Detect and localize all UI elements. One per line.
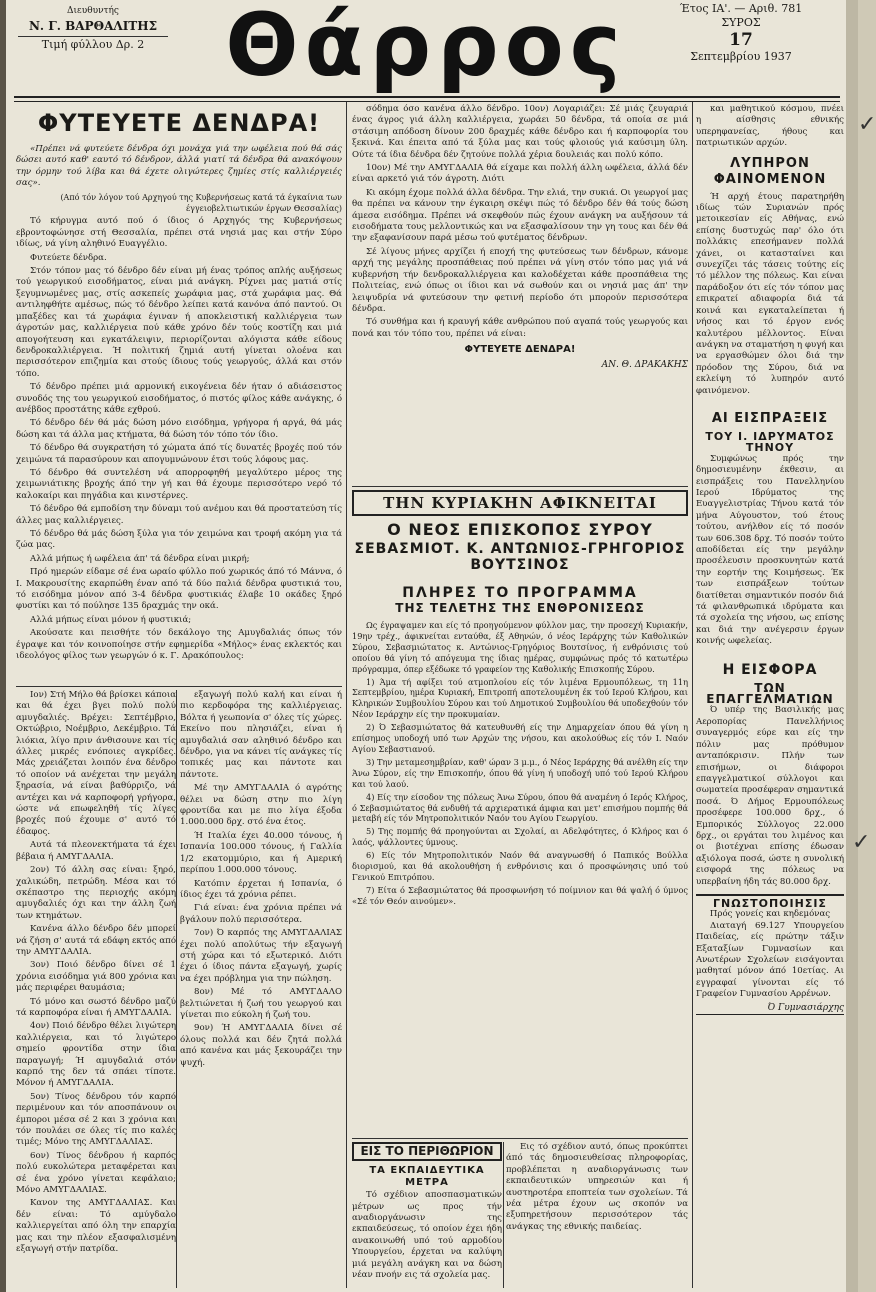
article-headline: ΑΙ ΕΙΣΠΡΑΞΕΙΣ	[711, 410, 829, 426]
publisher-box	[18, 4, 168, 52]
masthead-rule	[14, 96, 840, 102]
lead-paragraph: Στόν τόπον μας τό δένδρο δέν είναι μή ένας τρόπος απλής αυξήσεως τού γεωργικού εισοδήματος, είναι μιά ανάγκη. Ρίχνει μας ματιά στίς ξεγυμνωμένες μας, στίς ασκεπείς χωράφια μας, στά χωράφια μας. Θά αντιληφθήτε αμέσως, πώς τό δένδρο λείπει κατά κανόνα άπό παντού. Οι μπαξέδες και τά χωράφια έγιναν ή αποκλειστική καλλιέργεια των άγροτών μας, καλλιέργεια πού κάθε χρόνο δέν τούς κοστίζη και μιά απογοήτευση και εγκατάλειψιν, περιορίζονται αλόγιστα κάθε είδους δενδροκαλλιέργεια. Ή πολιτική ζημιά αυτή γίνεται ολοένα και περισσότερον επιζημία και στούς ίδιους τούς γεωργούς, άλλά και στόν τόπο.	[16, 266, 342, 379]
almond-point: Τό μόνο και σωστό δένδρο μαζύ τά καρποφόρα είναι ή ΑΜΥΓΔΑΛΙΑ.	[16, 996, 176, 1018]
lead-paragraph: Τό δένδρο δέν θά μάς δώση μόνο εισόδημα, γρήγορα ή αργά, θά μάς δώση και τά άλλα μας κτήματα, θά δώση τόν τόπο τόν ίδιο.	[16, 418, 342, 440]
column-rule	[176, 690, 177, 1288]
almond-point: 5ον) Τίνος δένδρου τόν καρπό περιμένουν και τόν αποσπάνουν οι έμποροι μέσα σέ 2 και 3 χρόνια και τόν πουλάει σε όλες τίς πιο καλές τιμές; Μόνο της ΑΜΥΓΔΑΛΙΑΣ.	[16, 1091, 176, 1148]
almond-point: 2ον) Τό άλλη σας είναι: ξηρό, χαλικώδη, πετρώδη. Μέσα και τό σκέπαστρο της περιοχής ακόμη αμυγδαλιές όχι και την άλλη ζωή των κτημάτων.	[16, 865, 176, 921]
bishop-name: ΣΕΒΑΣΜΙΟΤ. Κ. ΑΝΤΩΝΙΟΣ-ΓΡΗΓΟΡΙΟΣ ΒΟΥΤΣΙΝΟΣ	[354, 541, 686, 573]
almond-list-left	[16, 690, 176, 1288]
bishop-headline-block	[352, 490, 688, 615]
column-rule	[346, 102, 347, 1288]
lead-epigraph: «Πρέπει νά φυτεύετε δένδρα όχι μονάχα γιά την ωφέλεια πού θά σάς δώσει αυτό καθ' εαυτό τό δένδρον, άλλά γιατί τά δένδρα θά ανακόψουν την όρμην τού λίβα και θά έχετε ολιγώτερες ζημίες στίς καλλιέργειές σας».	[16, 144, 342, 189]
announcement-text: Διαταγή 69.127 Υπουργείου Παιδείας, είς πρώτην τάξιν Εξαταξίων Γυμνασίων και Ανωτέρων Σχολείων εισάγονται μαθηταί μόνον άπό 10ετίας. Αι εγγραφαί γίνονται είς τό Γραφείον Γυμνασίου Αρρένων.	[696, 920, 844, 1000]
almond-point: Κανένα άλλο δένδρο δέν μπορεί νά ζήση σ' αυτά τά εδάφη εκτός από την ΑΜΥΓΔΑΛΙΑ.	[16, 924, 176, 957]
lead-paragraph: Τό δένδρο πρέπει μιά αρμονική εικογένεια δέν ήταν ό αδιάσειστος συνοδός της του γεωργικού εισοδήματος, ό πιστός φίλος κάθε ανάγκης, ό ανέβδος προστάτης κάθε εχθρού.	[16, 382, 342, 415]
lead-epigraph-source: (Από τόν λόγον τού Αρχηγού της Κυβερνήσεως κατά τά έγκαίνια των έγγειοβελτιωτικών έργων Θεσσαλίας)	[60, 192, 342, 214]
program-paragraph: 6) Είς τόν Μητροπολιτικόν Ναόν θά αναγνωσθή ό Παπικός Βούλλα διορισμού, και θά ακολουθήση ή ενθρόνισις και ό προσφώνησις υπό τού Γενικού Επιτρόπου.	[352, 850, 688, 882]
announcement-signature: Ό Γυμνασιάρχης	[767, 1002, 844, 1013]
lead-paragraph: Τό δένδρο θά εμποδίση την δύναμι τού ανέμου και θά προστατεύση τίς άλλες μας καλλιέργειες.	[16, 504, 342, 526]
section-rule	[16, 686, 342, 687]
almond-point: Μέ την ΑΜΥΓΔΑΛΙΑ ό αγρότης θέλει να δώση στην πιο λίγη φροντίδα και με πιο λίγα έξοδα 1.000.000 δρχ. στό ένα έτος.	[180, 783, 342, 828]
article-text: Συμφώνως πρός την δημοσιευμένην έκθεσιν, αι εισπράξεις του Πανελληνίου Ιερού Ιδρύματος της Ευαγγελιστρίας Τήνου κατά τόν μήνα Αύγουστον, τού έτους τούτου, ανήλθον είς τό ποσόν των 606.308 δρχ. Τό ποσόν τούτο αποδίδεται είς την μεγάλην προσέλευσιν προσκυνητών κατά την εορτήν της Κοιμήσεως. Έκ των εισπράξεων τούτων διατίθεται σημαντικόν ποσόν διά τά φιλανθρωπικά ιδρύματα και τά σχολεία της νήσου, ως επίσης και διά την ανέγερσιν έργων κοινής ωφελείας.	[696, 453, 844, 647]
issue-day: 17	[729, 30, 753, 50]
column-rule	[503, 1142, 504, 1288]
city: ΣΥΡΟΣ	[721, 16, 761, 29]
lead-paragraph: Φυτεύετε δένδρα.	[30, 252, 107, 263]
almond-point: 9ον) Ή ΑΜΥΓΔΑΛΙΑ δίνει σέ όλους πολλά και δέν ζητά πολλά από κανένα και μάς ξεκουράζει την ψυχή.	[180, 1023, 342, 1068]
bishop-subhead-2: ΤΗΣ ΤΕΛΕΤΗΣ ΤΗΣ ΕΝΘΡΟΝΙΣΕΩΣ	[395, 601, 645, 615]
price: Τιμή φύλλου Δρ. 2	[41, 38, 145, 51]
issue-number: Έτος ΙΑ'. — Αριθ. 781	[679, 2, 803, 15]
issue-month-year: Σεπτεμβρίου 1937	[690, 50, 792, 63]
lead-headline: ΦΥΤΕΥΕΤΕ ΔΕΝΔΡΑ!	[37, 109, 321, 137]
program-paragraph: 3) Την μεταμεσημβρίαν, καθ' ώραν 3 μ.μ., ό Νέος Ιεράρχης θά ανέλθη είς την Άνω Σύρον, είς την Επισκοπήν, όπου θά γίνη ή υποδοχή υπό τού Ιερού Κλήρου και τού λαού.	[352, 756, 688, 789]
lead-paragraph: Τό κήρυγμα αυτό πού ό ίδιος ό Αρχηγός της Κυβερνήσεως εβροντοφώνησε στή Θεσσαλία, πρέπει στά νησιά μας και στήν Σύρο ιδίως, νά γίνη αληθινό Ευαγγέλιο.	[16, 216, 342, 250]
almond-point: 7ον) Ό καρπός της ΑΜΥΓΔΑΛΙΑΣ έχει πολύ απολύτως τήν εξαγωγή στή χώρα και τό εξωτερικό. Διότι έχει ό ίδιος πάντα εξαγωγή, χωρίς να έχει πρόβλημα για την πώληση.	[180, 928, 342, 984]
bishop-program	[352, 620, 688, 1136]
lead-paragraph: Αλλά μήπως ή ωφέλεια άπ' τά δένδρα είναι μικρή;	[30, 553, 250, 564]
almond-point: 4ον) Ποιό δένδρο θέλει λιγώτερη καλλιέργεια, και τό λιγώτερο σημείο φροντίδα στην ίδια παραγωγή; Ή αμυγδαλιά στόν καρπό της δεν τά σπάει τίποτε. Μόνον ή ΑΜΥΓΔΑΛΙΑ.	[16, 1021, 176, 1089]
almond-point: Αυτά τά πλεονεκτήματα τά έχει βέβαια ή ΑΜΥΓΔΑΛΙΑ.	[16, 840, 176, 862]
lead-article	[16, 104, 342, 684]
program-paragraph: 4) Είς την είσοδον της πόλεως Άνω Σύρου, όπου θά αναμένη ό Ιερός Κλήρος, ό Σεβασμιώτατος θά ενδυθή τά αρχιερατικά άμφια και μετ' επισήμου πομπής θά μεταβή είς τόν Μητροπολιτικόν Ναόν του Αγίου Γεωργίου.	[352, 791, 688, 824]
margin-column-cont	[506, 1142, 688, 1288]
almond-point: 6ον) Τίνος δένδρου ή καρπός πολύ ευκολώτερα μεταφέρεται και σέ ένα χρόνο γίνεται κεφάλαιο; Μόνο ΑΜΥΓΔΑΛΙΑΣ.	[16, 1150, 176, 1196]
article-headline-2: ΤΟΥ Ι. ΙΔΡΥΜΑΤΟΣ ΤΗΝΟΥ	[705, 429, 835, 455]
issue-box	[666, 2, 816, 64]
almond-point: εξαγωγή πολύ καλή και είναι ή πιο κερδοφόρα της καλλιέργειας. Βόλτα ή γεωπονία σ' όλες τίς χώρες. Εκείνο που πλησιάζει, είναι ή αμυγδαλιά σαν αληθινό δένδρο και δένδρο, για να κάνει τίς ανάγκες τίς τοπικές μας και πάντοτε και πάντοτε.	[180, 690, 342, 780]
almond-point: Ιον) Στή Μήλο θά βρίσκει κάποια και θά έχει βγει πολύ πολύ αμυγδαλιές. Βρέχει: Σεπτέμβριο, Οκτώβριο, Νοέμβριο, Δεκέμβριο. Τά λιόκια, λίγο πριν άνθισουνε και τίς άλλες μικρές ενόποιες αγκρίδες. Μάς χρειάζεται λοιπόν ένα δένδρο τό οποίον νά ανέχεται την μεγάλη ξηρασία, νά είναι βαθύρριζο, νά αντέχει και νά καρποφορή γρήγορα, ώστε νά επωφεληθή τίς λίγες βροχές πού έχουμε σ' αυτό τό έδαφος.	[16, 690, 176, 837]
right-intro: και μαθητικού κόσμου, πνέει η αίσθησις εθνικής υπερηφανείας, ήθους και πατριωτικών αρχών.	[696, 104, 844, 149]
margin-text: Εις τό σχέδιον αυτό, όπως προκύπτει άπό τάς δημοσιευθείσας πληροφορίας, προβλέπεται η αναδιοργάνωσις των εκπαιδευτικών υπηρεσιών και ή αυστηροτέρα εποπτεία των σχολείων. Τά νέα μέτρα έχουν ως σκοπόν να εξυπηρετήσουν περισσότερον τάς ανάγκας της εθνικής παιδείας.	[506, 1142, 688, 1232]
article-text: Ό υπέρ της Βασιλικής μας Αεροπορίας Πανελλήνιος συναγερμός εύρε και είς την πόλιν μας πρόθυμον ανταπόκρισιν. Πλήν των επισήμων, οι διάφοροι επαγγελματικοί σύλλογοι και σωματεία προσέφεραν σημαντικά ποσά. Ό Δήμος Ερμουπόλεως προσέφερε 100.000 δρχ., ό Εμπορικός Σύλλογος 22.000 δρχ., οι εργάται του λιμένος και οι βιοτέχναι επίσης έδωσαν αξιόλογα ποσά, ώστε η συνολική εισφορά της πόλεως να υπερβαίνη ήδη τάς 80.000 δρχ.	[696, 705, 844, 887]
newspaper-page	[6, 0, 858, 1292]
lead-paragraph: Τό δένδρο θά συντελέση νά απορροφηθή μεγαλύτερο μέρος της χειμωνιάτικης βροχής άπό την γή και θά έχουμε περισσότερο νερό τό καλοκαίρι και πηγάδια και κινστέρνες.	[16, 467, 342, 501]
masthead	[6, 0, 858, 98]
almond-point: Κανον της ΑΜΥΓΔΑΛΙΑΣ. Και δέν είναι: Τό αμύγδαλο καλλιεργείται από όλη την επαρχία μας και την πλέον εξασφαλισμένη εξαγωγή στήν πατρίδα.	[16, 1198, 176, 1255]
pen-mark-icon: ✓	[858, 112, 876, 137]
bishop-kicker: ΤΗΝ ΚΥΡΙΑΚΗΝ ΑΦΙΚΝΕΙΤΑΙ	[352, 490, 688, 516]
lead-paragraph: Αλλά μήπως είναι μόνον ή φυστικιά;	[30, 614, 192, 625]
newspaper-title: Θάρρος	[225, 0, 627, 96]
program-paragraph: 7) Είτα ό Σεβασμιώτατος θά προσφωνήση τό ποίμνιον και θά ψαλή ό ύμνος «Σέ τόν Θεόν αινούμεν».	[352, 884, 688, 906]
continuation-paragraph: Σέ λίγους μήνες αρχίζει ή εποχή της φυτεύσεως των δένδρων, κάνομε αρχή της μεγάλης προσπάθειας πού πρέπει νά γίνη στόν τόπο μας γιά νά κυβερνήση τήν δενδροκαλλιέργεια και καλοδέχεται κάθε προσπάθεια της Πολιτείας, ενώ όπως οι ίδιοι και νά σωθούν και οι νησιά μας άπ' την λειψυδρία νά φυτεύσουν την φετινή περίοδο ότι μπορούν περισσότερα δένδρα.	[352, 246, 688, 314]
article-headline-2: ΤΩΝ ΕΠΑΓΓΕΛΜΑΤΙΩΝ	[706, 680, 834, 707]
lead-paragraph: Τό δένδρο θά συγκρατήση τό χώματα άπό τίς δυνατές βροχές πού τόν χειμώνα τά παρασύρουν και απογυμνώνουν έτσι τούς λόφους μας.	[16, 443, 342, 465]
margin-subhead: ΤΑ ΕΚΠΑΙΔΕΥΤΙΚΑ ΜΕΤΡΑ	[369, 1165, 485, 1188]
announcement-subhead: Πρός γονείς και κηδεμόνας	[709, 909, 831, 920]
announcement	[696, 894, 844, 1015]
pen-mark-icon: ✓	[852, 830, 871, 855]
publisher-label: Διευθυντής	[67, 6, 119, 16]
margin-heading: ΕΙΣ ΤΟ ΠΕΡΙΘΩΡΙΟΝ	[352, 1142, 502, 1161]
article-headline: Η ΕΙΣΦΟΡΑ	[722, 661, 818, 678]
article-text: Ή αρχή έτους παρατηρήθη ιδίως τών Συριανών πρός μετοικεσίαν είς Αθήνας, ενώ επίσης δυστυχώς παρ' όλο ότι πολλάκις επεσήμανεν πολλά χάνει, οι κατασταίνει και συνεχίζει τάς τάσεις τούτης είς τό μέλλον της πόλεως. Και είναι παράδοξον ότι είς τόν τόπον μας επικρατεί αδιαφορία διά τά κοινά και εγκαταλείπεται ή νήσος και τό έργον ενός καλυτέρου μέλλοντος. Είναι ανάγκη να σταματήση η φυγή και να εργασθώμεν όλοι διά την πρόοδον της Σύρου, διά να εκλείψη τό λυπηρόν αυτό φαινόμενον.	[696, 191, 844, 396]
page-edge	[846, 0, 858, 1292]
column-rule	[692, 102, 693, 1288]
lead-paragraph: Τό δένδρο θά μάς δώση ξύλα για τόν χειμώνα και τροφή ακόμη για τά ζώα μας.	[16, 529, 342, 551]
program-paragraph: 1) Άμα τή αφίξει τού ατμοπλοίου είς τόν λιμένα Ερμουπόλεως, τη 11η Σεπτεμβρίου, ημέρα Κυριακή, Επιτροπή αποτελουμένη έκ τού Ιερού Κλήρου, και Κληρικών Συμβουλίου Σύρου και τού Δημοτικού Συμβουλίου θά υποδεχθούν τόν Νέον Ιεράρχην είς την προκυμαίαν.	[352, 676, 688, 720]
right-column	[696, 104, 844, 1288]
continuation-paragraph: σόδημα όσο κανένα άλλο δένδρο. 10ον) Λογαριάζει: Σέ μιάς ζευγαριά ένας άγρος γιά άλλη καλλιέργεια, χωράει 50 δένδρα, τά οποία σε μιά στάσιμη απόδοση δίνουν 200 δραχμές κάθε δένδρο και ή καρποφορία του ξεκινά. Και έπειτα από τά ξύλα μας και τούς φλοιούς γιά καύσιμη ύλη. Ούτε τά ίδια δένδρα δέν ζητούνε πολλά χέρια δουλειάς και πολύ κόπο.	[352, 104, 688, 160]
article-headline: ΛΥΠΗΡΟΝ ΦΑΙΝΟΜΕΝΟΝ	[713, 155, 827, 187]
binding-edge	[0, 0, 6, 1292]
author-signature: ΑΝ. Θ. ΔΡΑΚΑΚΗΣ	[601, 359, 688, 370]
publisher-name: Ν. Γ. ΒΑΡΘΑΛΙΤΗΣ	[18, 19, 168, 37]
almond-point: Κατόπιν έρχεται ή Ισπανία, ό ίδιος έχει τά χρόνια ρέπει.	[180, 878, 342, 900]
almond-list-right	[180, 690, 342, 1288]
almond-point: Ή Ιταλία έχει 40.000 τόνους, ή Ισπανία 100.000 τόνους, ή Γαλλία 1/2 εκατομμύριο, και ή Αμερική περίπου 1.000.000 τόνους.	[180, 830, 342, 876]
margin-text: Τό σχέδιον αποσπασματικών μέτρων ως προς τήν αναδιοργάνωσιν της εκπαιδεύσεως, τό οποίον έχει ήδη ανακοινωθή υπό τού αρμοδίου Υπουργείου, έρχεται να καλύψη μιά μεγάλη ανάγκη και να δώση νέαν πνοήν εις τά σχολεία μας.	[352, 1190, 502, 1281]
continuation-paragraph: Τό συνθήμα και ή κραυγή κάθε ανθρώπου πού αγαπά τούς γεωργούς και πονά και τόν τόπο του, πρέπει νά είναι:	[352, 317, 688, 339]
program-paragraph: 2) Ό Σεβασμιώτατος θά κατευθυνθή είς την Δημαρχείαν όπου θά γίνη η επίσημος υποδοχή υπό των Αρχών της νήσου, και ακολούθως είς τόν Ι. Ναόν Αγίου Σεβαστιανού.	[352, 722, 688, 754]
almond-point: 3ον) Ποιό δένδρο δίνει σέ 1 χρόνια εισόδημα γιά 800 χρόνια και μάς περιφέρει θαυμάσια;	[16, 960, 176, 994]
lead-continuation	[352, 104, 688, 482]
margin-column	[352, 1142, 502, 1288]
lead-paragraph: Ακούσατε και πεισθήτε τόν δεκάλογο της Αμυγδαλιάς όπως τόν έγραψε και τόν κοινοποίησε στήν εφημερίδα «Μήλος» ένας εκλεκτός και ιδεολόγος φίλος των γεωργών ό κ. Γ. Δρακόπουλος:	[16, 628, 342, 662]
closing-slogan: ΦΥΤΕΥΕΤΕ ΔΕΝΔΡΑ!	[464, 344, 576, 356]
continuation-paragraph: 10ον) Μέ την ΑΜΥΓΔΑΛΙΑ θά είχαμε και πολλή άλλη ωφέλεια, άλλά δέν είναι αρκετό γιά τόν άγροτη. Διότι	[352, 163, 688, 185]
bishop-headline: Ο ΝΕΟΣ ΕΠΙΣΚΟΠΟΣ ΣΥΡΟΥ	[387, 520, 653, 539]
continuation-paragraph: Κι ακόμη έχομε πολλά άλλα δένδρα. Την ελιά, την συκιά. Οι γεωργοί μας θα πρέπει να κάνουν την έγκαιρη σκέψι πώς τό δένδρο δέν θά τούς δώση άμεσα εισόδημα. Πρέπει νά σκεφθούν πώς έχουν ανάγκη να αυξήσουν τά εισοδήματα τους μελλοντικώς και να εξασφαλίσουν την γη τους και δέν θά την εξαφανίσουν παρά μέσω τού φυτέματος δένδρων.	[352, 187, 688, 244]
announcement-heading: ΓΝΩΣΤΟΠΟΙΗΣΙΣ	[713, 896, 827, 910]
program-paragraph: 5) Της πομπής θά προηγούνται αι Σχολαί, αι Αδελφότητες, ό Κλήρος και ό λαός, ψάλλοντες ύμνους.	[352, 826, 688, 848]
section-rule	[352, 486, 688, 487]
bishop-subhead: ΠΛΗΡΕΣ ΤΟ ΠΡΟΓΡΑΜΜΑ	[402, 585, 638, 601]
almond-point: 8ον) Μέ τό ΑΜΥΓΔΑΛΟ βελτιώνεται ή ζωή του γεωργού και γίνεται πιο εύκολη ή ζωή του.	[180, 987, 342, 1020]
lead-paragraph: Πρό ημερών είδαμε σέ ένα ωραίο φύλλο πού χωρικός άπό τό Μάννα, ό Ι. Μακρουσίτης εκαρπώθη έναν από τά δύο παλιά δένδρα φυστικιά του, τό εισόδημα μόνον από 3-4 δένδρα φυστικιάς έλαβε 10 οκάδες ξηρό φυστίκι και τό πούλησε 135 δραχμάς την οκά.	[16, 567, 342, 612]
section-rule	[352, 1138, 688, 1139]
almond-point: Γιά είναι: ένα χρόνια πρέπει νά βγάλουν πολύ περισσότερα.	[180, 903, 342, 925]
program-paragraph: Ως έγραψαμεν και είς τό προηγούμενον φύλλον μας, την προσεχή Κυριακήν, 19ην τρέχ., άφικνείται ενταύθα, έξ Αθηνών, ό νέος Ιεράρχης τών Καθολικών Σύρου, Σεβασμιώτατος κ. Αντώνιος-Γρηγόριος Βουτσίνος, ή ενθρόνισις τού οποίου θά γίνη τό απόγευμα της ίδιας ημέρας, συμφώνως πρός τό κατωτέρω πρόγραμμα, όπερ εξέδωκε τό γραφείον της Καθολικής Επισκοπής Σύρου.	[352, 620, 688, 674]
